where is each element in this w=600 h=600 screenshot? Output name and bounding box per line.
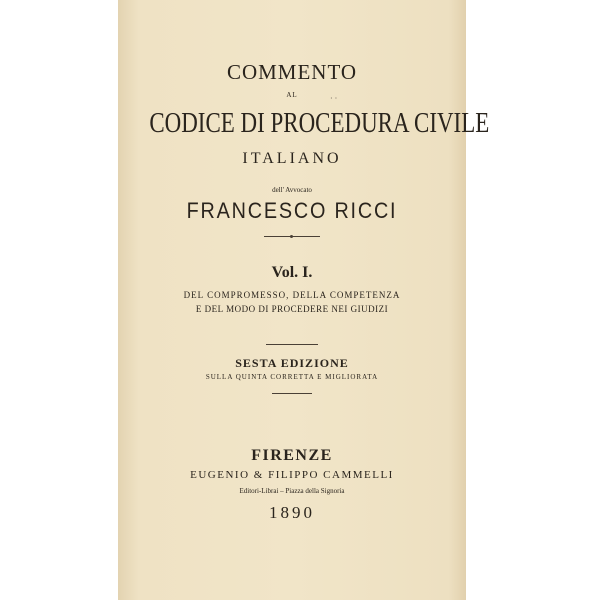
subject-line-2: E DEL MODO DI PROCEDERE NEI GIUDIZI (195, 304, 389, 314)
imprint-year: 1890 (269, 503, 315, 522)
heading-al: AL (286, 91, 298, 99)
imprint-publisher-note: Editori-Librai – Piazza della Signoria (239, 487, 345, 495)
imprint-publisher: EUGENIO & FILIPPO CAMMELLI (190, 469, 394, 481)
title-page (118, 0, 490, 600)
subtitle-italiano: ITALIANO (242, 150, 342, 167)
author-name: FRANCESCO RICCI (186, 198, 398, 223)
divider-edition-top (266, 344, 318, 345)
edition-label: SESTA EDIZIONE (235, 356, 349, 370)
heading-commento: COMMENTO (226, 60, 358, 84)
ink-specks: · · (330, 94, 338, 103)
volume-label: Vol. I. (271, 264, 313, 281)
divider-author-ornament (290, 235, 293, 238)
subject-line-1: DEL COMPROMESSO, DELLA COMPETENZA (183, 290, 401, 300)
edition-note: SULLA QUINTA CORRETTA E MIGLIORATA (205, 373, 379, 381)
imprint-city: FIRENZE (251, 447, 333, 464)
divider-edition-bottom (272, 393, 312, 394)
main-title: CODICE DI PROCEDURA CIVILE (149, 108, 490, 139)
author-prefix: dell' Avvocato (272, 186, 312, 194)
